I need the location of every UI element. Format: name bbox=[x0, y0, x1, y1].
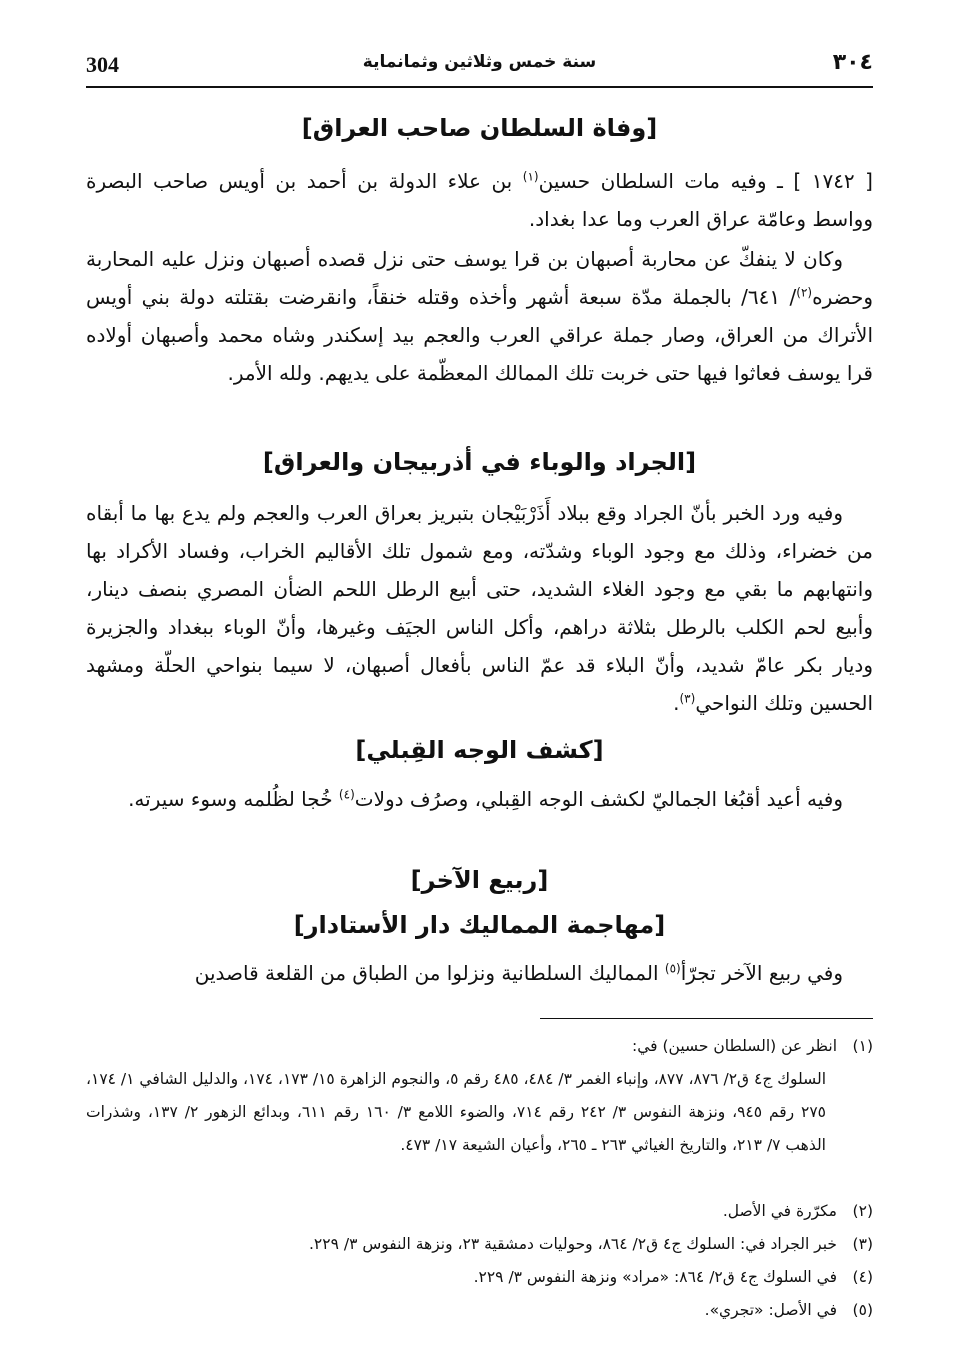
paragraph-mamluks bbox=[86, 954, 873, 992]
heading-death-of-sultan: [وفاة السلطان صاحب العراق] bbox=[301, 114, 658, 142]
footnote-rule bbox=[540, 1018, 873, 1019]
p1-text-b: بن علاء الدولة بن أحمد بن أويس صاحب البصرة وواسط وعامّة عراق العرب وما عدا بغداد. bbox=[86, 169, 873, 231]
p5-text-a: وفي ربيع الآخر تجرّأ bbox=[680, 961, 843, 985]
p1-text-a: [ ١٧٤٢ ] ـ وفيه مات السلطان حسين bbox=[538, 169, 873, 193]
footnote-ref-4: (٤) bbox=[338, 787, 355, 802]
p4-text-a: وفيه أعيد أقبُغا الجماليّ لكشف الوجه القِبلي، وصرُف دولات bbox=[354, 787, 843, 811]
footnote-ref-1: (١) bbox=[522, 169, 539, 184]
paragraph-1742 bbox=[86, 162, 873, 238]
footnote-2-number: (٢) bbox=[852, 1202, 873, 1220]
footnote-3 bbox=[86, 1228, 873, 1261]
p4-text-b: خُجا لظُلمه وسوء سيرته. bbox=[128, 787, 339, 811]
running-title: سنة خمس وثلاثين وثمانماية bbox=[362, 52, 597, 72]
footnote-4-number: (٤) bbox=[852, 1268, 873, 1286]
heading-locusts-plague: [الجراد والوباء في أذربيجان والعراق] bbox=[262, 448, 697, 476]
footnote-1-number: (١) bbox=[852, 1037, 873, 1055]
footnote-ref-3: (٣) bbox=[679, 691, 696, 706]
heading-mamluks-attack: [مهاجمة المماليك دار الأستادار] bbox=[293, 911, 666, 939]
footnote-5-text: في الأصل: «تجري». bbox=[704, 1301, 837, 1319]
footnote-1-text: انظر عن (السلطان حسين) في: bbox=[632, 1037, 837, 1055]
running-header bbox=[86, 50, 873, 80]
footnote-2 bbox=[86, 1195, 873, 1228]
paragraph-locusts bbox=[86, 494, 873, 722]
footnote-4-text: في السلوك ج٤ ق٢/ ٨٦٤: «مراد» ونزهة النفوس ٣/ ٢٢٩. bbox=[473, 1268, 837, 1286]
footnote-2-text: مكرّرة في الأصل. bbox=[722, 1202, 837, 1220]
footnote-5 bbox=[86, 1294, 873, 1327]
header-rule bbox=[86, 86, 873, 88]
p3-text-b: . bbox=[673, 691, 680, 715]
p3-text-a: وفيه ورد الخبر بأنّ الجراد وقع ببلاد أَذَرْبَيْجان بتبريز بعراق العرب والعجم ولم يدع بها ما أبقاه من خضراء، وذلك مع وجود الوباء وشدّته، ومع شمول تلك الأقاليم الخراب، وفساد الأكراد بها وانتهابهم ما بقي مع وجود الغلاء الشديد، حتى أبيع الرطل اللحم الضأن المصري بنصف دينار، وأبيع لحم الكلب بالرطل بثلاثة دراهم، وأكل الناس الجيَف وغيرها، وأنّ الوباء ببغداد والجزيرة وديار بكر عامّ شديد، وأنّ البلاء قد عمّ الناس بأفعال أصبهان، لا سيما بنواحي الحلّة ومشهد الحسين وتلك النواحي bbox=[86, 501, 873, 715]
page-number-arabic: ٣٠٤ bbox=[832, 50, 873, 75]
footnote-ref-2: (٢) bbox=[796, 285, 813, 300]
paragraph-isfahan bbox=[86, 240, 873, 392]
footnote-5-number: (٥) bbox=[852, 1301, 873, 1319]
footnote-ref-5: (٥) bbox=[664, 961, 681, 976]
footnote-3-text: خبر الجراد في: السلوك ج٤ ق٢/ ٨٦٤، وحوليات دمشقية ٢٣، ونزهة النفوس ٣/ ٢٢٩. bbox=[308, 1235, 837, 1253]
p2-text-b: / ٦٤١/ بالجملة مدّة سبعة أشهر وأخذه وقتله خنقاً، وانقرضت بقتلته دولة بني أويس الأتراك من العراق، وصار جملة عراقي العرب والعجم بيد إسكندر وشاه محمد وأصبهان أولاده قرا يوسف فعاثوا فيها حتى خربت تلك الممالك المعظّمة على يديهم. ولله الأمر. bbox=[86, 285, 873, 385]
footnote-4 bbox=[86, 1261, 873, 1294]
heading-upper-egypt: [كشف الوجه القِبلي] bbox=[355, 736, 604, 764]
footnote-1-sources: السلوك ج٤ ق٢/ ٨٧٦، ٨٧٧، وإنباء الغمر ٣/ ٤٨٤، ٤٨٥ رقم ٥، والنجوم الزاهرة ١٥/ ١٧٣، ١٧٤، والدليل الشافي ١/ ١٧٤، ٢٧٥ رقم ٩٤٥، ونزهة النفوس ٣/ ٢٤٢ رقم ٧١٤، والضوء اللامع ٣/ ١٦٠ رقم ٦١١، وبدائع الزهور ٢/ ١٣٧، وشذرات الذهب ٧/ ٢١٣، والتاريخ الغياثي ٢٦٣ ـ ٢٦٥، وأعيان الشيعة ١٧/ ٤٧٣. bbox=[86, 1070, 827, 1154]
p5-text-b: المماليك السلطانية ونزلوا من الطباق من القلعة قاصدين bbox=[194, 961, 665, 985]
footnote-1 bbox=[86, 1030, 873, 1063]
p2-text-a: وكان لا ينفكّ عن محاربة أصبهان بن قرا يوسف حتى نزل قصده أصبهان ونزل عليه المحاربة وحضره bbox=[86, 247, 873, 309]
page-number-latin: 304 bbox=[86, 52, 119, 77]
footnote-3-number: (٣) bbox=[852, 1235, 873, 1253]
heading-rabi-al-akhir: [ربيع الآخر] bbox=[410, 866, 549, 894]
paragraph-aqbugha bbox=[86, 780, 873, 818]
